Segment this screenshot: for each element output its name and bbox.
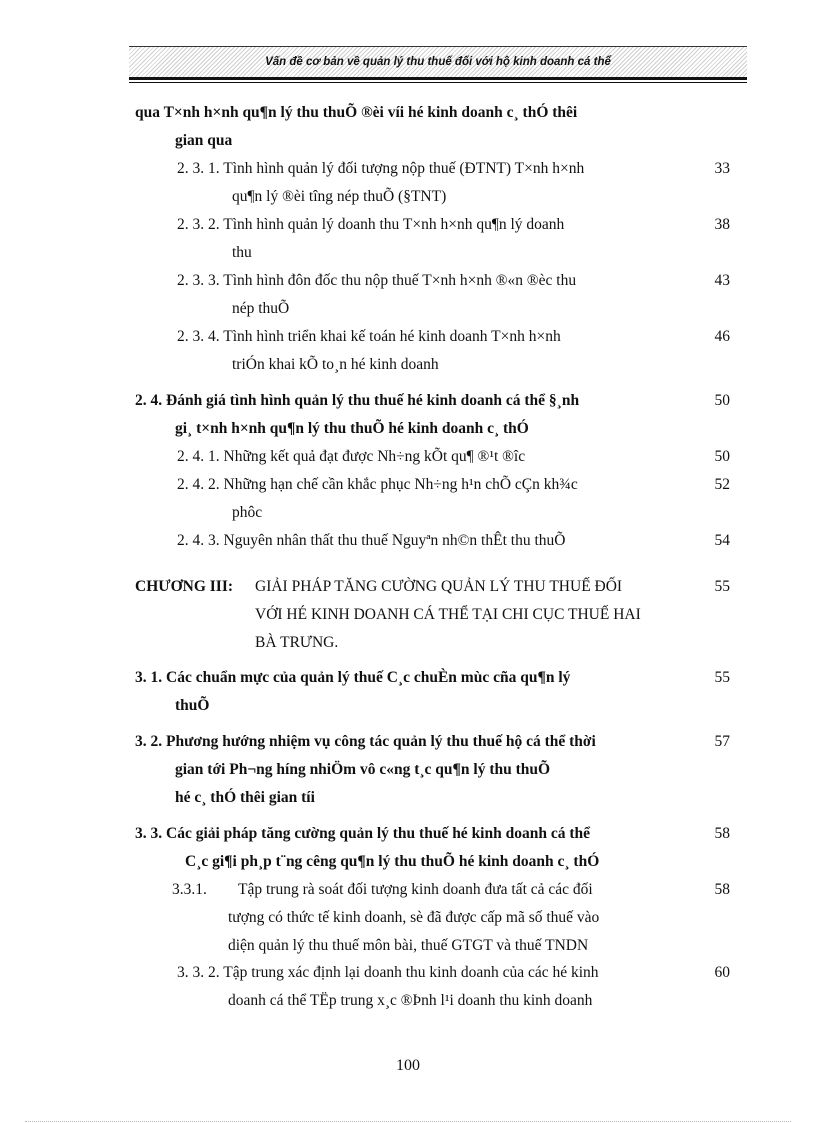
toc-line: 3. 2. Phương hướng nhiệm vụ công tác quản lý thu thuế hộ cá thể thời (135, 733, 596, 750)
toc-line: 2. 4. Đánh giá tình hình quản lý thu thuế hé kinh doanh cá thể §¸nh (135, 392, 580, 409)
toc-page-number: 57 (714, 733, 730, 750)
chapter-title-line: VỚI HÉ KINH DOANH CÁ THỂ TẠI CHI CỤC THUẾ HAI (255, 606, 641, 623)
toc-page-number: 50 (714, 448, 730, 465)
toc-line: 2. 4. 2. Những hạn chế cần khắc phục Nh÷ng h¹n chÕ cÇn kh¾c (177, 476, 578, 493)
toc-line: doanh cá thể TËp trung x¸c ®Þnh l¹i doanh thu kinh doanh (228, 992, 593, 1009)
toc-page-number: 43 (714, 272, 730, 289)
toc-page-number: 33 (714, 160, 730, 177)
header-title: Vấn đề cơ bản về quản lý thu thuế đối với hộ kinh doanh cá thể (265, 56, 611, 68)
toc-line: 2. 4. 3. Nguyên nhân thất thu thuế Nguyªn nh©n thÊt thu thuÕ (177, 532, 566, 549)
toc-page-number: 52 (714, 476, 730, 493)
toc-line: nép thuÕ (232, 300, 290, 317)
toc-page-number: 58 (714, 825, 730, 842)
toc-line: phôc (232, 504, 263, 521)
toc-line: triÓn khai kÕ to¸n hé kinh doanh (232, 356, 439, 373)
toc-page-number: 60 (714, 964, 730, 981)
toc-line: Tập trung rà soát đối tượng kinh doanh đưa tất cả các đối (238, 881, 593, 898)
toc-line: 2. 3. 4. Tình hình triển khai kế toán hé kinh doanh T×nh h×nh (177, 328, 561, 345)
chapter-title-line: BÀ TRƯNG. (255, 634, 339, 651)
toc-line: C¸c gi¶i ph¸p t¨ng cêng qu¶n lý thu thuÕ hé kinh doanh c¸ thÓ (185, 853, 600, 870)
toc-line: 3. 3. Các giải pháp tăng cường quản lý thu thuế hé kinh doanh cá thể (135, 825, 591, 842)
toc-line: gian tới Ph¬ng híng nhiÖm vô c«ng t¸c qu¶n lý thu thuÕ (175, 761, 551, 778)
toc-line: gi¸ t×nh h×nh qu¶n lý thu thuÕ hé kinh doanh c¸ thÓ (175, 420, 529, 437)
chapter-label: CHƯƠNG III: (135, 578, 234, 595)
toc-line: 2. 3. 2. Tình hình quản lý doanh thu T×nh h×nh qu¶n lý doanh (177, 216, 565, 233)
toc-page-number: 55 (714, 669, 730, 686)
toc-line: hé c¸ thÓ thêi gian tíi (175, 789, 315, 806)
bottom-dotted-rule (25, 1121, 791, 1122)
toc-line: qua T×nh h×nh qu¶n lý thu thuÕ ®èi víi hé kinh doanh c¸ thÓ thêi (135, 104, 578, 121)
toc-page-number: 38 (714, 216, 730, 233)
toc-line: 3. 1. Các chuẩn mực của quản lý thuế C¸c chuÈn mùc cña qu¶n lý (135, 669, 571, 686)
toc-line: 3. 3. 2. Tập trung xác định lại doanh thu kinh doanh của các hé kinh (177, 964, 599, 981)
toc-line: 2. 4. 1. Những kết quả đạt được Nh÷ng kÕt qu¶ ®¹t ®îc (177, 448, 526, 465)
toc-page-number: 46 (714, 328, 730, 345)
toc-line: tượng có thức tế kinh doanh, sè đã được cấp mã số thuế vào (228, 909, 600, 926)
toc-line: gian qua (175, 132, 233, 149)
chapter-title-line: GIẢI PHÁP TĂNG CƯỜNG QUẢN LÝ THU THUẾ ĐỐI (255, 578, 623, 595)
toc-line: qu¶n lý ®èi tîng nép thuÕ (§TNT) (232, 188, 447, 205)
toc-line: thuÕ (175, 697, 210, 714)
toc-line: 2. 3. 3. Tình hình đôn đốc thu nộp thuế T×nh h×nh ®«n ®èc thu (177, 272, 577, 289)
page-number: 100 (396, 1057, 420, 1074)
toc-page-number: 54 (714, 532, 730, 549)
toc-page-number: 50 (714, 392, 730, 409)
toc-page-number: 55 (714, 578, 730, 595)
toc-line: diện quản lý thu thuế môn bài, thuế GTGT và thuế TNDN (228, 937, 589, 954)
toc-page-number: 58 (714, 881, 730, 898)
toc-line: thu (232, 244, 252, 261)
toc-line: 2. 3. 1. Tình hình quản lý đối tượng nộp thuế (ĐTNT) T×nh h×nh (177, 160, 585, 177)
toc-line: 3.3.1. (172, 881, 207, 898)
